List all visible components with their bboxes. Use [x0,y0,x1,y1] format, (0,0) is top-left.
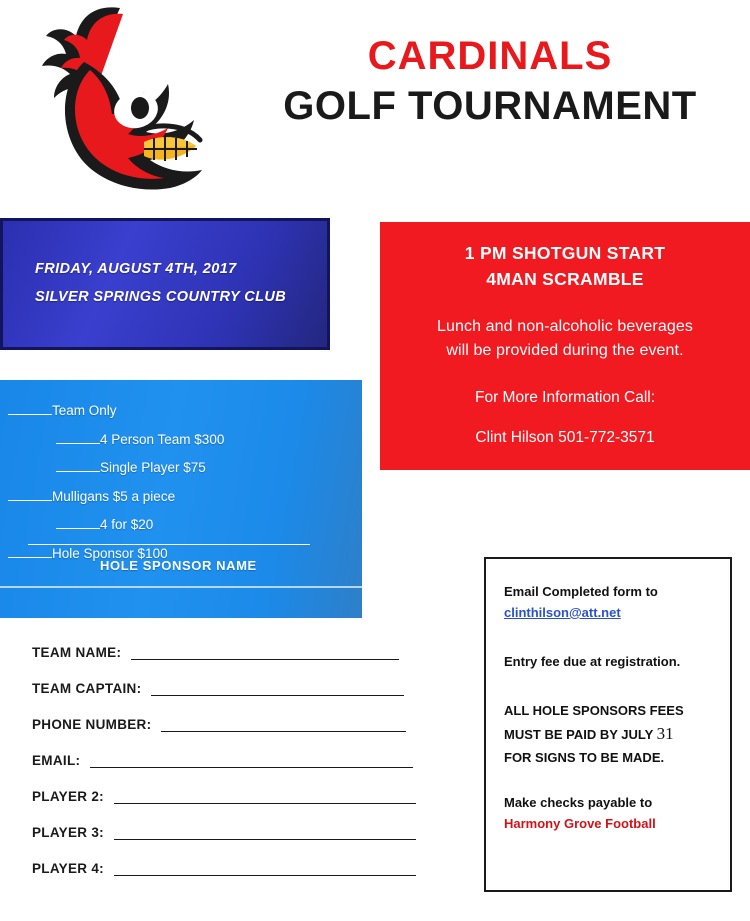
contact-phone: Clint Hilson 501-772-3571 [475,428,655,446]
pricing-item[interactable]: Mulligans $5 a piece [8,488,362,504]
pricing-box [0,380,362,618]
more-info-label: For More Information Call: [474,388,656,406]
hole-sponsor-fee-line2 [504,722,714,747]
form-row [32,825,452,861]
event-date-box [0,218,330,350]
email-input[interactable] [90,755,413,768]
pricing-item[interactable]: Team Only [8,402,362,418]
hole-sponsor-name-input[interactable] [28,544,310,545]
title-cardinals: CARDINALS [367,34,613,78]
deadline-day-handwritten: 31 [656,724,674,744]
scramble-format: 4MAN SCRAMBLE [486,269,644,290]
team-name-input[interactable] [131,647,399,660]
pricing-item[interactable]: Hole Sponsor $100 [8,545,362,561]
email-link[interactable]: clinthilson@att.net [504,604,621,620]
hole-sponsor-name-label: HOLE SPONSOR NAME [100,558,257,573]
shotgun-start-time: 1 PM SHOTGUN START [464,243,666,263]
pricing-item[interactable]: Single Player $75 [8,459,362,475]
player3-input[interactable] [114,827,416,840]
payee-name: Harmony Grove Football [504,815,656,831]
event-details-box [380,222,750,470]
hole-sponsor-fee-line1: ALL HOLE SPONSORS FEES [504,702,684,718]
pricing-item[interactable]: 4 for $20 [8,516,362,532]
phone-number-input[interactable] [161,719,406,732]
title-golf-tournament: GOLF TOURNAMENT [283,84,697,128]
player4-input[interactable] [114,863,416,876]
entry-fee-note: Entry fee due at registration. [504,653,681,669]
player4-label: PLAYER 4: [32,861,104,876]
team-captain-label: TEAM CAPTAIN: [32,681,142,696]
email-label: EMAIL: [32,753,81,768]
form-row [32,645,452,681]
checks-payable-label: Make checks payable to [504,794,653,810]
instructions-box [484,557,732,892]
event-date: FRIDAY, AUGUST 4TH, 2017 [35,261,237,278]
registration-form [32,645,452,897]
form-row [32,789,452,825]
player2-input[interactable] [114,791,416,804]
flyer-header [0,0,750,200]
phone-number-label: PHONE NUMBER: [32,717,152,732]
lunch-note-line2: will be provided during the event. [446,341,684,359]
team-captain-input[interactable] [151,683,404,696]
event-venue: SILVER SPRINGS COUNTRY CLUB [35,289,287,305]
form-row [32,681,452,717]
form-row [32,753,452,789]
cardinal-mascot-logo [24,2,214,197]
pricing-item[interactable]: 4 Person Team $300 [8,431,362,447]
email-instruction-label: Email Completed form to [504,584,658,599]
player2-label: PLAYER 2: [32,789,104,804]
player3-label: PLAYER 3: [32,825,104,840]
page-title [240,34,740,128]
form-row [32,717,452,753]
team-name-label: TEAM NAME: [32,645,122,660]
lunch-note-line1: Lunch and non-alcoholic beverages [437,317,693,335]
divider [0,586,362,588]
deadline-text: MUST BE PAID BY JULY [504,727,657,743]
form-row [32,861,452,897]
hole-sponsor-fee-line3: FOR SIGNS TO BE MADE. [504,750,665,766]
